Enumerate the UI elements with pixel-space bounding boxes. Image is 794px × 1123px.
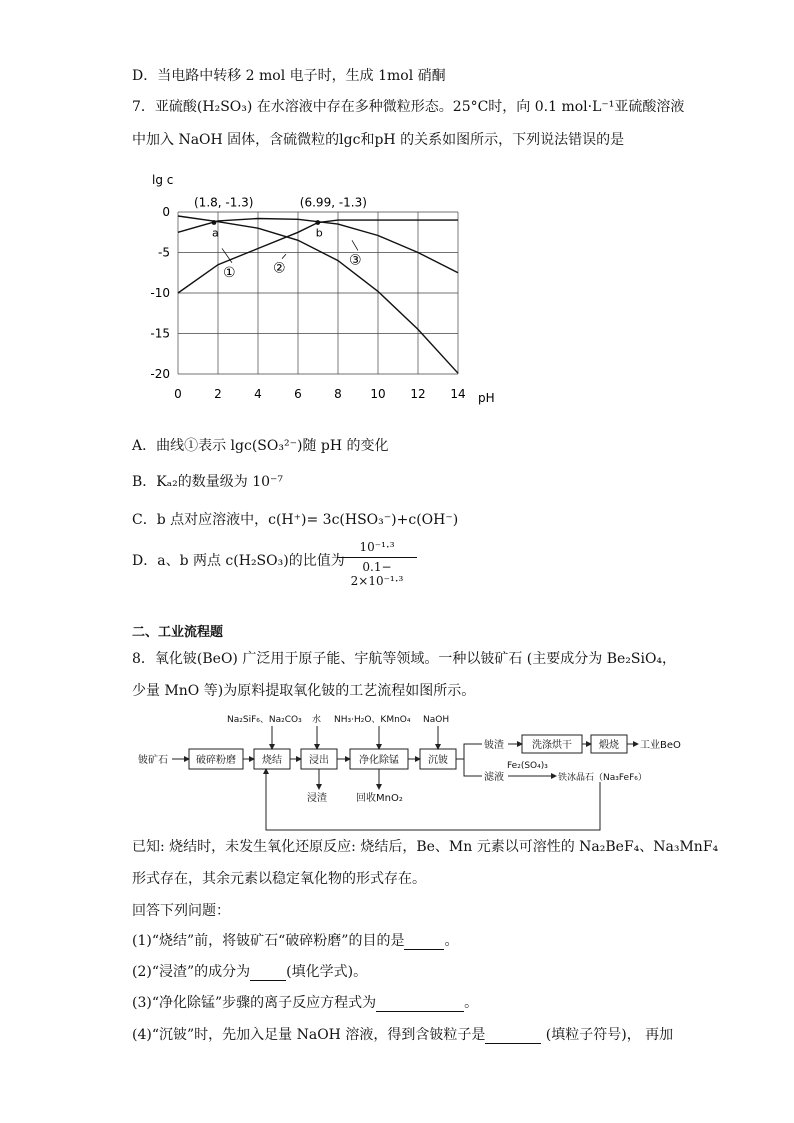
box-leach-label: 浸出 [309,755,329,766]
q8-sub1-text: (1)“烧结”前，将铍矿石“破碎粉磨”的目的是 [132,933,405,949]
q7-option-a: A．曲线①表示 lgc(SO₃²⁻)随 pH 的变化 [132,438,389,454]
x-tick-label: 14 [450,387,466,401]
q7-stem-line2: 中加入 NaOH 固体，含硫微粒的lgc和pH 的关系如图所示，下列说法错误的是 [132,132,625,148]
curve-label-1: ① [223,264,236,281]
curve-label-2: ② [273,260,286,277]
q8-sub3 [132,994,478,1012]
q8-sub4-text: (4)“沉铍”时，先加入足量 NaOH 溶液，得到含铍粒子是 [132,1027,486,1043]
process-flow-diagram [134,710,724,840]
q6-option-d: D．当电路中转移 2 mol 电子时，生成 1mol 硝酮 [132,68,446,84]
q8-answer-prompt: 回答下列问题： [132,903,230,919]
y-tick-label: -10 [150,286,170,300]
point-b-name: b [315,226,323,240]
box-calcine-label: 煅烧 [599,740,619,751]
x-tick-label: 4 [254,387,262,401]
answer-blank-3[interactable] [376,997,464,1012]
answer-blank-4[interactable] [485,1029,541,1044]
curve-label-3: ③ [349,252,362,269]
q8-known-line2: 形式存在，其余元素以稳定氧化物的形式存在。 [132,871,426,887]
q8-sub2-end: (填化学式)。 [286,964,368,980]
q8-sub4-end: (填粒子符号)， 再加 [541,1027,674,1043]
q8-sub3-text: (3)“净化除锰”步骤的离子反应方程式为 [132,995,377,1011]
q8-sub2 [132,963,367,981]
output-residue: 浸渣 [307,793,327,804]
box-sinter-label: 烧结 [262,755,282,766]
y-tick-label: -5 [158,245,170,260]
q7-option-b: B．Kₐ₂的数量级为 10⁻⁷ [132,474,284,490]
x-axis-label: pH [478,391,495,405]
reagent-3: NH₃·H₂O、KMnO₄ [334,715,411,725]
lgc-ph-chart [140,168,510,413]
y-tick-label: -20 [150,367,170,381]
x-tick-label: 8 [334,387,342,401]
q7-option-c: C．b 点对应溶液中，c(H⁺)= 3c(HSO₃⁻)+c(OH⁻) [132,512,459,528]
q8-stem-line1: 8．氧化铍(BeO) 广泛用于原子能、宇航等领域。一种以铍矿石 (主要成分为 Be₂SiO₄， [132,651,677,667]
fraction-denominator: 0.1− 2×10⁻¹·³ [350,560,404,588]
box-purify-label: 净化除锰 [359,755,399,766]
y-tick-label: -15 [150,326,170,341]
reagent-4: NaOH [423,715,450,725]
box-precipitate-label: 沉铍 [428,755,448,766]
y-axis-label: lg c [152,173,174,187]
x-tick-label: 6 [294,387,302,401]
q8-sub1-end: 。 [444,933,459,949]
x-tick-label: 10 [370,387,386,401]
series-line-1 [178,216,458,373]
output-filtrate: 滤液 [484,772,504,783]
q8-known-line1: 已知: 烧结时，未发生氧化还原反应: 烧结后，Be、Mn 元素以可溶性的 Na₂BeF₄、Na₃MnF₄ [132,839,719,855]
flow-start: 铍矿石 [138,755,168,766]
curve-leader-3 [352,240,358,250]
q7-stem-line1: 7．亚硫酸(H₂SO₃) 在水溶液中存在多种微粒形态。25°C时，向 0.1 mol·L⁻¹亚硫酸溶液 [132,99,685,115]
output-cryolite: 铁冰晶石（Na₃FeF₆） [558,773,647,783]
curve-leader-2 [282,254,286,259]
point-a-name: a [212,226,219,240]
output-mno2: 回收MnO₂ [356,793,403,804]
x-tick-label: 0 [174,387,182,401]
box-crush-label: 破碎粉磨 [196,755,236,766]
y-tick-label: 0 [162,205,170,219]
x-tick-label: 12 [410,387,426,401]
section-title: 二、工业流程题 [132,625,224,640]
reagent-1: Na₂SiF₆、Na₂CO₃ [227,715,302,725]
point-a [212,220,217,225]
fraction-numerator: 10⁻¹·³ [359,540,395,554]
box-wash-label: 洗涤烘干 [532,740,572,751]
output-be-slag: 铍渣 [484,740,504,751]
output-fe-sulfate: Fe₂(SO₄)₃ [507,761,548,771]
point-b-coord: (6.99, -1.3) [299,195,367,210]
point-a-coord: (1.8, -1.3) [194,195,254,210]
fraction-bar [337,557,417,558]
point-b [315,220,320,225]
output-beo: 工业BeO [640,740,681,751]
answer-blank-1[interactable] [404,935,444,950]
q8-sub3-end: 。 [464,995,479,1011]
q7-option-d: D．a、b 两点 c(H₂SO₃)的比值为 [132,553,345,569]
q8-sub4 [132,1026,673,1044]
answer-blank-2[interactable] [250,966,286,981]
q8-stem-line2: 少量 MnO 等)为原料提取氧化铍的工艺流程如图所示。 [132,683,476,699]
q8-sub1 [132,932,458,950]
q8-sub2-text: (2)“浸渣”的成分为 [132,964,251,980]
x-tick-label: 2 [214,387,222,401]
reagent-2: 水 [312,715,322,725]
